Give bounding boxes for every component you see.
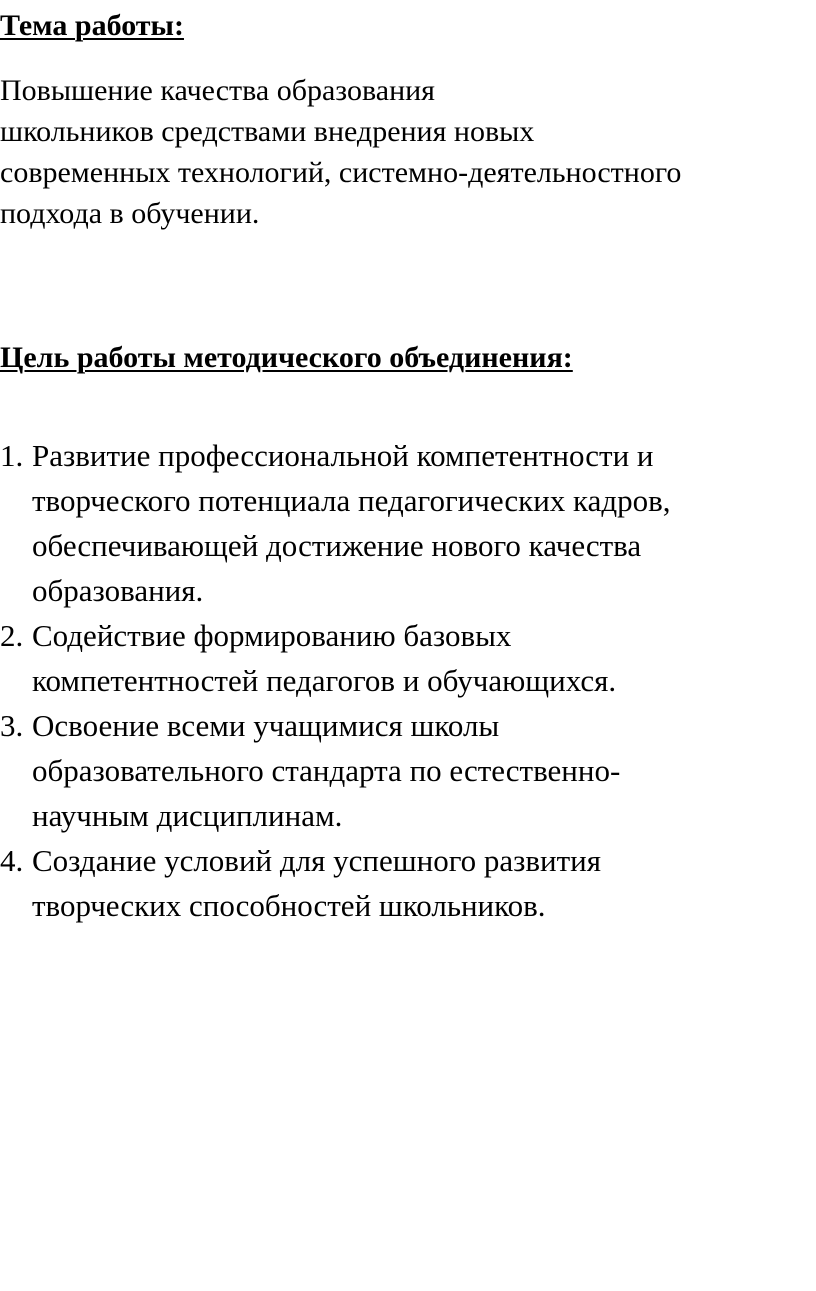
goal-heading: Цель работы методического объединения:	[0, 341, 573, 374]
goal-line: Создание условий для успешного развития	[32, 843, 602, 878]
goal-line: образования.	[32, 573, 204, 608]
goal-text	[32, 703, 810, 838]
goal-line: Освоение всеми учащимися школы	[32, 708, 500, 743]
goal-line: Развитие профессиональной компетентности и	[32, 438, 654, 473]
topic-line: подхода в обучении.	[0, 197, 260, 230]
goals-list	[0, 433, 810, 928]
goal-line: обеспечивающей достижение нового качества	[32, 528, 642, 563]
goal-line: образовательного стандарта по естественно-	[32, 753, 621, 788]
goal-text	[32, 433, 810, 613]
goal-item-4	[0, 838, 810, 928]
goal-line: творческого потенциала педагогических кадров,	[32, 483, 671, 518]
goal-line: Содействие формированию базовых	[32, 618, 512, 653]
goal-number: 3.	[0, 708, 24, 743]
goal-item-1	[0, 433, 810, 613]
topic-line: школьников средствами внедрения новых	[0, 115, 535, 148]
topic-heading: Тема работы:	[0, 9, 184, 42]
goal-number: 1.	[0, 438, 24, 473]
goal-text	[32, 838, 810, 928]
goal-line: научным дисциплинам.	[32, 798, 343, 833]
goal-number: 4.	[0, 843, 24, 878]
topic-line: современных технологий, системно-деятельностного	[0, 156, 682, 189]
goal-number: 2.	[0, 618, 24, 653]
goal-item-2	[0, 613, 810, 703]
goal-line: творческих способностей школьников.	[32, 888, 546, 923]
topic-text	[0, 70, 810, 234]
topic-line: Повышение качества образования	[0, 74, 435, 107]
goal-text	[32, 613, 810, 703]
goal-line: компетентностей педагогов и обучающихся.	[32, 663, 617, 698]
goal-item-3	[0, 703, 810, 838]
